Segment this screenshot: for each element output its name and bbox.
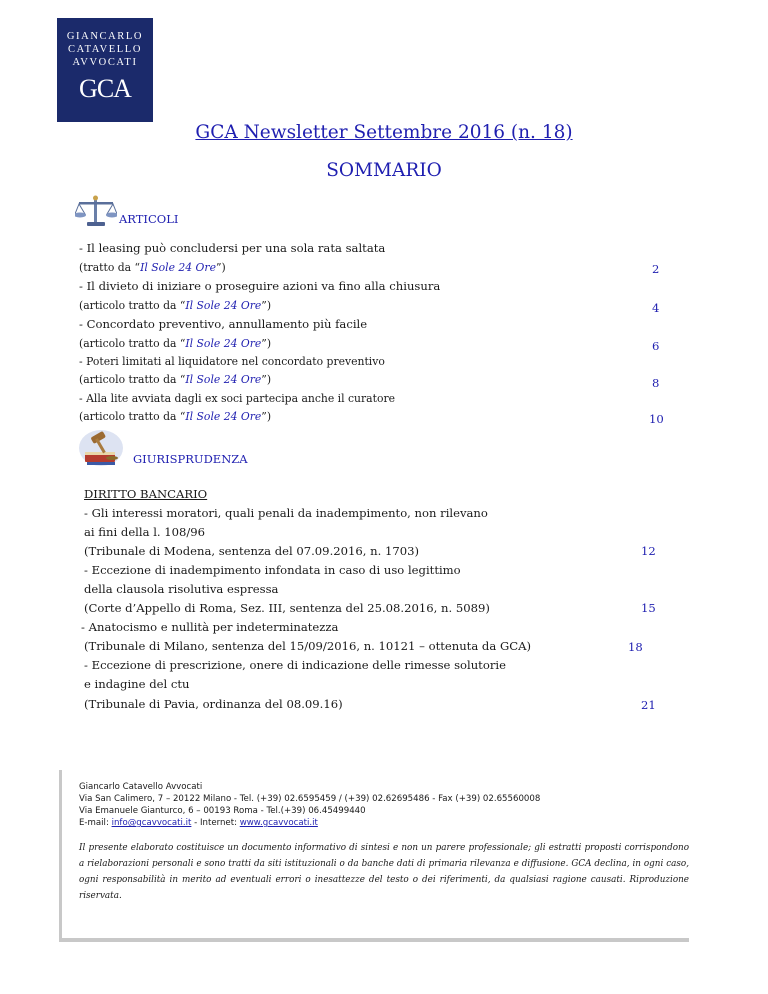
case-source: (Corte d’Appello di Roma, Sez. III, sentenza del 25.08.2016, n. 5089) [84,601,490,615]
case-title-line: e indagine del ctu [84,677,190,691]
case-page: 21 [641,698,656,712]
footer-firm-name: Giancarlo Catavello Avvocati [79,782,203,792]
section-articoli [75,194,178,228]
case-source: (Tribunale di Pavia, ordinanza del 08.09.16) [84,697,343,711]
category-heading: DIRITTO BANCARIO [84,487,208,501]
article-page: 2 [652,262,660,276]
case-title-line: - Eccezione di prescrizione, onere di indicazione delle rimesse solutorie [84,658,506,672]
case-page: 18 [628,640,643,654]
case-title-line: - Gli interessi moratori, quali penali da inadempimento, non rilevano [84,506,488,520]
case-title-line: ai fini della l. 108/96 [84,525,206,539]
article-title: - Alla lite avviata dagli ex soci partecipa anche il curatore [79,392,395,405]
case-title-line: - Anatocismo e nullità per indeterminatezza [81,620,339,634]
footer-address-roma: Via Emanuele Gianturco, 6 – 00193 Roma - Tel.(+39) 06.45499440 [79,806,366,816]
article-source: (articolo tratto da “Il Sole 24 Ore”) [79,410,272,423]
logo-line-1: GIANCARLO [66,31,144,42]
article-page: 6 [652,339,660,353]
gavel-book-icon [77,426,125,468]
firm-logo [57,18,153,122]
scales-of-justice-icon [75,194,117,228]
article-page: 4 [652,301,660,315]
article-title: - Il divieto di iniziare o proseguire azioni va fino alla chiusura [79,279,441,293]
website-link[interactable]: www.gcavvocati.it [239,818,318,828]
footer-border-left [59,770,62,942]
case-title-line: - Eccezione di inadempimento infondata in caso di uso legittimo [84,563,461,577]
logo-monogram: GCA [79,74,131,103]
footer-contacts: E-mail: info@gcavvocati.it - Internet: www.gcavvocati.it [79,818,318,828]
case-page: 12 [641,544,656,558]
article-title: - Concordato preventivo, annullamento più facile [79,317,368,331]
case-title-line: della clausola risolutiva espressa [84,582,279,596]
logo-line-2: CATAVELLO [67,44,143,55]
article-source: (articolo tratto da “Il Sole 24 Ore”) [79,337,272,350]
summary-heading: SOMMARIO [326,160,442,181]
footer-border-bottom [59,938,689,942]
section-label-giurisprudenza: GIURISPRUDENZA [133,452,248,466]
article-page: 10 [649,412,664,426]
article-page: 8 [652,376,660,390]
article-source: (articolo tratto da “Il Sole 24 Ore”) [79,299,272,312]
footer-disclaimer: Il presente elaborato costituisce un documento informativo di sintesi e non un parere professionale; gli estratti proposti corrispondono a rielaborazioni personali e sono tratti da siti istituzionali o da banche dati di primaria rilevanza e diffusione. GCA declina, in ogni caso, ogni responsabilità in merito ad eventuali errori o inesattezze del testo o dei riferimenti, da qualsiasi ragione causati. Riproduzione riservata. [79,843,689,901]
article-source: (articolo tratto da “Il Sole 24 Ore”) [79,373,272,386]
section-giurisprudenza [77,426,248,468]
article-title: - Poteri limitati al liquidatore nel concordato preventivo [79,355,385,368]
article-source: (tratto da “Il Sole 24 Ore”) [79,261,226,274]
footer-address-milano: Via San Calimero, 7 – 20122 Milano - Tel. (+39) 02.6595459 / (+39) 02.62695486 - Fax (+39) 02.65560008 [79,794,541,804]
article-title: - Il leasing può concludersi per una sola rata saltata [79,241,386,255]
email-link[interactable]: info@gcavvocati.it [111,818,192,828]
case-source: (Tribunale di Milano, sentenza del 15/09/2016, n. 10121 – ottenuta da GCA) [84,639,531,653]
section-label-articoli: ARTICOLI [119,212,179,226]
logo-line-3: AVVOCATI [72,57,138,68]
case-page: 15 [641,601,656,615]
case-source: (Tribunale di Modena, sentenza del 07.09.2016, n. 1703) [84,544,419,558]
newsletter-title: GCA Newsletter Settembre 2016 (n. 18) [195,122,573,143]
